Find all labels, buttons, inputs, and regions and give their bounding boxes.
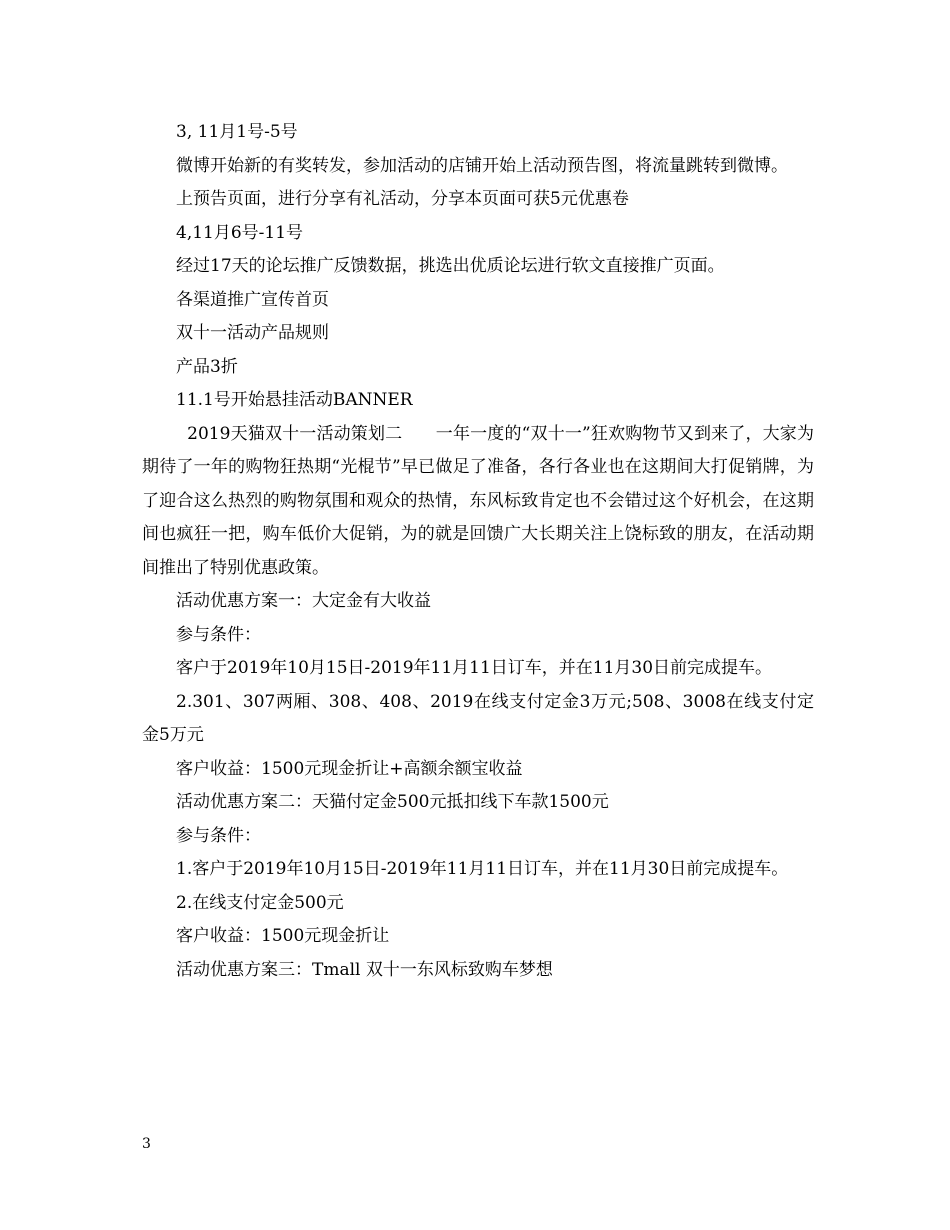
page-number: 3	[142, 1136, 151, 1152]
section-heading-3: 3, 11月1号-5号	[176, 122, 298, 142]
paragraph: 11.1号开始悬挂活动BANNER	[176, 390, 413, 410]
paragraph: 产品3折	[176, 356, 238, 377]
conditions-label: 参与条件：	[176, 624, 261, 645]
plan-heading: 活动优惠方案三：Tmall 双十一东风标致购车梦想	[176, 959, 553, 980]
paragraph: 微博开始新的有奖转发，参加活动的店铺开始上活动预告图，将流量跳转到微博。	[176, 155, 788, 176]
paragraph: 客户于2019年10月15日-2019年11月11日订车，并在11月30日前完成提车。	[176, 658, 773, 678]
paragraph: 经过17天的论坛推广反馈数据，挑选出优质论坛进行软文直接推广页面。	[176, 256, 725, 276]
paragraph-intro: 2019天猫双十一活动策划二 一年一度的“双十一”狂欢购物节又到来了，大家为期待了一年的购物狂热期“光棍节”早已做足了准备，各行各业也在这期间大打促销牌，为了迎合这么热烈的购物氛围和观众的热情，东风标致肯定也不会错过这个好机会，在这期间也疯狂一把，购车低价大促销，为的就是回馈广大长期关注上饶标致的朋友，在活动期间推出了特别优惠政策。	[142, 423, 814, 578]
paragraph: 1.客户于2019年10月15日-2019年11月11日订车，并在11月30日前完成提车。	[176, 859, 789, 879]
paragraph: 2.在线支付定金500元	[176, 892, 344, 913]
conditions-label: 参与条件：	[176, 825, 261, 846]
section-heading-4: 4,11月6号-11号	[176, 222, 304, 243]
benefit-line: 客户收益：1500元现金折让	[176, 926, 390, 946]
paragraph: 2.301、307两厢、308、408、2019在线支付定金3万元;508、3008在线支付定金5万元	[142, 691, 814, 745]
plan-heading: 活动优惠方案一：大定金有大收益	[176, 591, 431, 611]
benefit-line: 客户收益：1500元现金折让+高额余额宝收益	[176, 758, 523, 779]
paragraph: 各渠道推广宣传首页	[176, 289, 329, 310]
plan-heading: 活动优惠方案二：天猫付定金500元抵扣线下车款1500元	[176, 792, 609, 812]
paragraph: 上预告页面，进行分享有礼活动，分享本页面可获5元优惠卷	[176, 189, 629, 209]
paragraph: 双十一活动产品规则	[176, 323, 329, 343]
document-body	[142, 116, 814, 987]
